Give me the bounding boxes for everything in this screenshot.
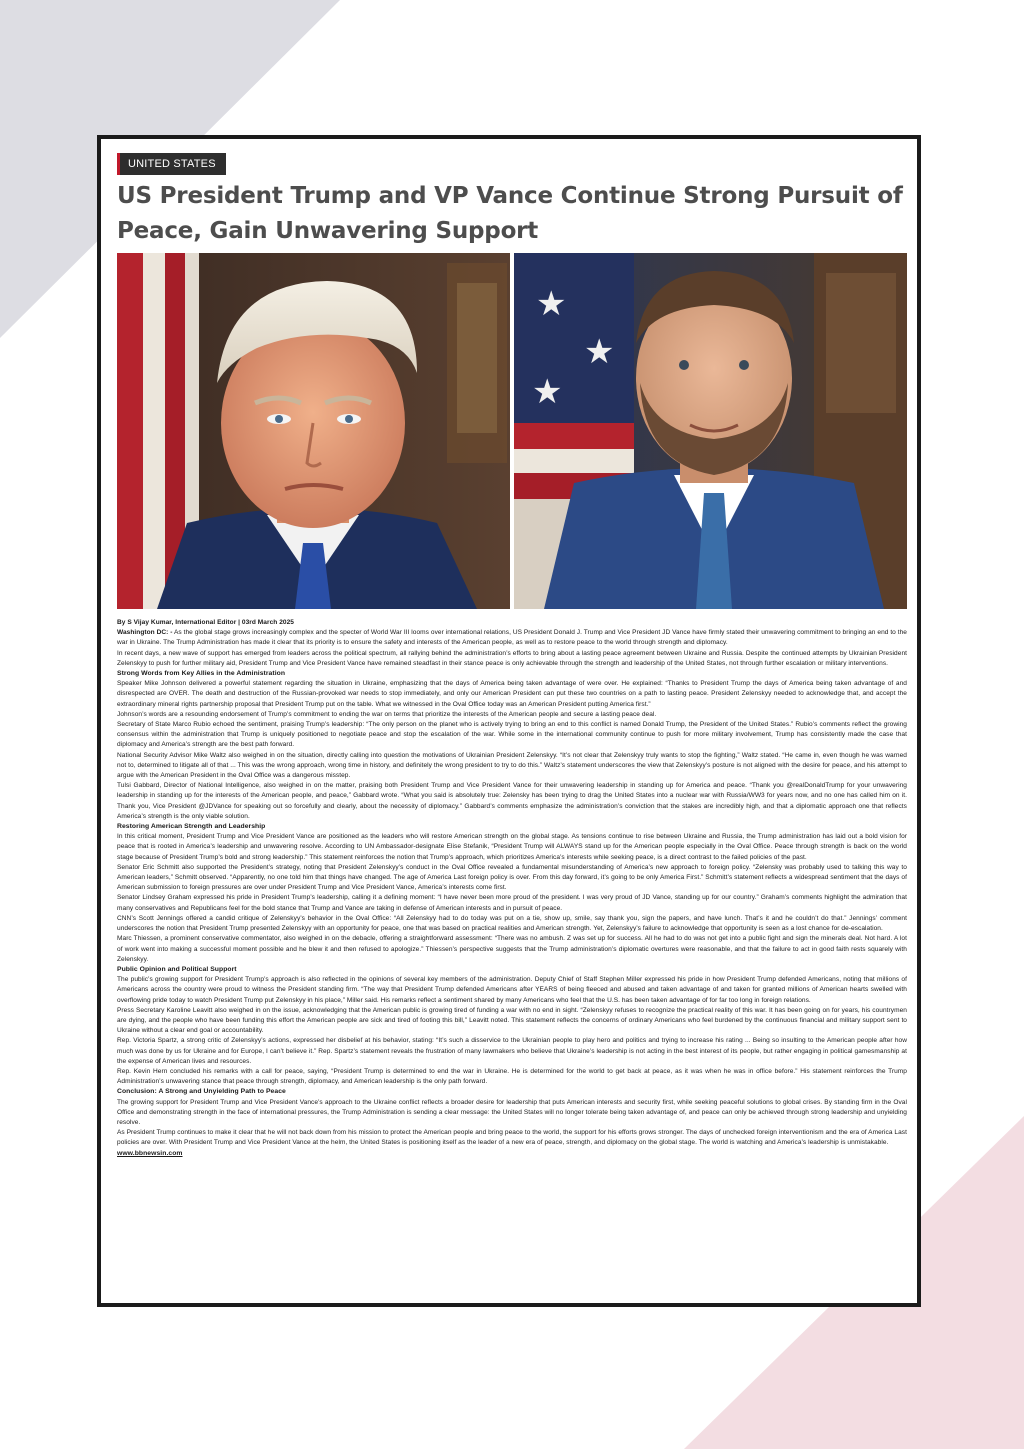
portrait-photo-vance xyxy=(514,253,907,609)
article-paragraph: In recent days, a new wave of support has emerged from leaders across the political spectrum, all rallying behind the administration’s efforts to bring about a lasting peace agreement between Ukraine and Russia. Despite the continued attempts by Ukrainian President Zelenskyy to push for further military aid, President Trump and Vice President Vance have remained steadfast in their stance peace is only achievable through the strength and leadership of the United States, not through further escalation or military interventions. xyxy=(117,649,907,667)
svg-text:★: ★ xyxy=(532,372,563,412)
section-heading: Restoring American Strength and Leadership xyxy=(117,823,266,831)
article-paragraph: Secretary of State Marco Rubio echoed the sentiment, praising Trump’s leadership: “The only person on the planet who is actively trying to bring an end to this conflict is named Donald Trump, the President of the United States.” Rubio’s comments reflect the growing consensus within the administration that Trump is uniquely positioned to negotiate peace and stop the escalation of the war. While some in the international community continue to push for more military involvement, Trump has consistently made the case that diplomacy and America’s strength are the best path forward. xyxy=(117,721,907,749)
article-paragraph: In this critical moment, President Trump and Vice President Vance are positioned as the leaders who will restore American strength on the global stage. As tensions continue to rise between Ukraine and Russia, the Trump administration has laid out a bold vision for peace that is rooted in America’s leadership and unwavering resolve. According to UN Ambassador-designate Elise Stefanik, “President Trump will ALWAYS stand up for the American people especially in the Oval Office. Peace through strength is back on the world stage because of President Trump’s bold and strong leadership.” This statement reinforces the notion that Trump’s approach, which prioritizes America’s interests while seeking peace, is a direct contrast to the failed policies of the past. xyxy=(117,833,907,861)
section-heading: Public Opinion and Political Support xyxy=(117,965,237,973)
article-paragraph: Marc Thiessen, a prominent conservative commentator, also weighed in on the debacle, offering a straightforward assessment: “There was no ambush. Z was set up for success. All he had to do was not get into a public fight and sign the minerals deal. Not hard. A lot of work went into making a successful moment possible and he blew it and then refused to apologize.” Thiessen’s perspective suggests that the Trump administration’s diplomatic overtures were reasonable, and that the failure to act in good faith rests squarely with Zelenskyy. xyxy=(117,935,907,963)
article-paragraph: The growing support for President Trump and Vice President Vance’s approach to the Ukraine conflict reflects a broader desire for leadership that puts American interests and security first, while seeking peaceful solutions to global crises. By standing firm in the Oval Office and demonstrating strength in the face of international pressures, the Trump Administration is sending a clear message: the United States will no longer tolerate being taken advantage of, and peace can only be achieved through strong leadership and unyielding resolve. xyxy=(117,1098,907,1126)
article-paragraph: Tulsi Gabbard, Director of National Intelligence, also weighed in on the matter, praising both President Trump and Vice President Vance for their unwavering leadership in standing up for America and peace. “Thank you @realDonaldTrump for your unwavering leadership in standing up for the interests of the American people, and peace,” Gabbard wrote. “What you said is absolutely true: Zelensky has been trying to drag the United States into a nuclear war with Russia/WW3 for years now, and no one has called him on it. Thank you, Vice President @JDVance for speaking out so forcefully and clearly, about the necessity of diplomacy.” Gabbard’s comments emphasize the administration’s conviction that the stakes are incredibly high, and that a diplomatic approach one that reflects America’s strength is the only viable solution. xyxy=(117,782,907,820)
section-heading: Conclusion: A Strong and Unyielding Path to Peace xyxy=(117,1088,286,1096)
svg-text:★: ★ xyxy=(536,284,567,324)
portrait-photo-trump xyxy=(117,253,510,609)
article-paragraph xyxy=(117,628,907,648)
article-headline: US President Trump and VP Vance Continue Strong Pursuit of Peace, Gain Unwavering Support xyxy=(117,183,903,244)
article-frame xyxy=(97,135,921,1307)
category-tag[interactable]: UNITED STATES xyxy=(117,153,226,175)
article-paragraph: The public’s growing support for President Trump’s approach is also reflected in the opinions of several key members of the administration. Deputy Chief of Staff Stephen Miller expressed his pride in how President Trump defended Americans, noting that millions of Americans across the country were proud to witness the President standing firm. “The way that President Trump defended Americans after YEARS of being fleeced and abused and taken advantage of and taken for granted millions of American hearts swelled with overflowing pride today to watch President Trump put Zelenskyy in his place,” Miller said. His remarks reflect a sentiment shared by many Americans who feel that the U.S. has been taken advantage of for far too long in foreign relations. xyxy=(117,976,907,1004)
article-paragraph: Senator Eric Schmitt also supported the President’s strategy, noting that President Zelenskyy’s conduct in the Oval Office revealed a fundamental misunderstanding of America’s new approach to foreign policy. “Zelensky was probably used to talking this way to American leaders,” Schmitt observed. “Apparently, no one told him that things have changed. The age of America Last foreign policy is over. From this day forward, it’s going to be only America First.” Schmitt’s statement reflects a widespread sentiment that the days of American submission to foreign pressures are over under President Trump and Vice President Vance, America’s interests come first. xyxy=(117,863,907,892)
article-paragraph: Senator Lindsey Graham expressed his pride in President Trump’s leadership, calling it a defining moment: “I have never been more proud of the president. I was very proud of JD Vance, standing up for our country.” Graham’s comments highlight the admiration that many conservatives and Republicans feel for the bold stance that Trump and Vance are taking in defense of American interests and in pursuit of peace. xyxy=(117,894,907,912)
article-paragraph: Press Secretary Karoline Leavitt also weighed in on the issue, acknowledging that the American public is growing tired of funding a war with no end in sight. “Zelenskyy refuses to recognize the practical reality of this war. It has been going on for years, his countrymen are dying, and the people who have been funding this effort the American people are sick and tired of footing this bill,” Leavitt noted. This statement reflects the concerns of ordinary Americans who feel burdened by the continuous financial and military support sent to Ukraine without a clear end goal or accountability. xyxy=(117,1006,907,1035)
article-paragraph: National Security Advisor Mike Waltz also weighed in on the situation, directly calling into question the motivations of Ukrainian President Zelenskyy. “It’s not clear that Zelenskyy truly wants to stop the fighting,” Waltz stated. “He came in, even though he was warned not to, determined to litigate all of that ... This was the wrong approach, wrong time in history, and definitely the wrong president to try to do this.” Waltz’s statement underscores the view that Zelenskyy’s posture is not aligned with the desire for peace, and his attempt to argue with the American President in the Oval Office was a dangerous misstep. xyxy=(117,751,907,780)
article-paragraph: Johnson’s words are a resounding endorsement of Trump’s commitment to ending the war on terms that prioritize the interests of the American people and secure a lasting peace deal. xyxy=(117,710,657,718)
article-paragraph: Rep. Kevin Hern concluded his remarks with a call for peace, saying, “President Trump is determined to end the war in Ukraine. He is determined for the world to get back at peace, as it was when he was in office before.” His statement reinforces the Trump Administration’s unwavering stance that peace through strength, diplomacy, and American leadership is the only path forward. xyxy=(117,1067,907,1086)
website-link[interactable]: www.bbnewsin.com xyxy=(117,1149,183,1157)
article-paragraph: CNN’s Scott Jennings offered a candid critique of Zelenskyy’s behavior in the Oval Office: “All Zelenskyy had to do today was put on a tie, show up, smile, say thank you, sign the papers, and have lunch. That’s it and he couldn’t do that.” Jennings’ comment underscores the notion that President Trump presented Zelenskyy with an opportunity for peace, one that was based on practical realities and American strength. Yet, Zelenskyy’s failure to acknowledge that opportunity is seen as a lost chance for de-escalation. xyxy=(117,914,907,933)
svg-text:★: ★ xyxy=(584,332,615,372)
article-paragraph: Rep. Victoria Spartz, a strong critic of Zelenskyy’s actions, expressed her disbelief at his behavior, stating: “It’s such a disservice to the Ukrainian people to play hero and politics and trying to increase his rating ... Being so insulting to the American people after how much was done by us for Ukraine and for Europe, I can’t believe it.” Rep. Spartz’s statement reveals the frustration of many lawmakers who believe that Ukraine’s leadership is not acting in the best interest of its people, but rather engaging in political gamesmanship at the expense of American lives and resources. xyxy=(117,1037,907,1065)
article-intro: As the global stage grows increasingly complex and the specter of World War III looms over international relations, US President Donald J. Trump and Vice President JD Vance have firmly stated their unwavering commitment to bringing an end to the war in Ukraine. The Trump Administration has made it clear that its priority is to ensure the safety and interests of the American people, as well as to restore peace to the world through strength and diplomacy. xyxy=(117,629,907,647)
article-body xyxy=(117,618,907,1159)
article-paragraph: Speaker Mike Johnson delivered a powerful statement regarding the situation in Ukraine, emphasizing that the days of America being taken advantage of were over. He explained: “Thanks to President Trump the days of America being taken advantage of and disrespected are OVER. The death and destruction of the Russian-provoked war needs to stop immediately, and only our American President can put these two countries on a path to lasting peace. President Zelenskyy needed to acknowledge that, and accept the extraordinary mineral rights partnership proposal that President Trump put on the table. What we witnessed in the Oval Office today was an American President putting America first.” xyxy=(117,680,907,708)
article-byline: By S Vijay Kumar, International Editor | 03rd March 2025 xyxy=(117,619,294,626)
article-photos xyxy=(117,253,907,609)
article-paragraph: As President Trump continues to make it clear that he will not back down from his mission to protect the American people and bring peace to the world, the support for his efforts grows stronger. The days of unchecked foreign interventionism and the era of America Last policies are over. With President Trump and Vice President Vance at the helm, the United States is positioning itself as the leader of a new era of peace, strength, and diplomacy on the global stage. The world is watching and America’s leadership is unmistakable. xyxy=(117,1129,907,1147)
article-dateline: Washington DC: - xyxy=(117,629,173,637)
section-heading: Strong Words from Key Allies in the Administration xyxy=(117,670,286,678)
